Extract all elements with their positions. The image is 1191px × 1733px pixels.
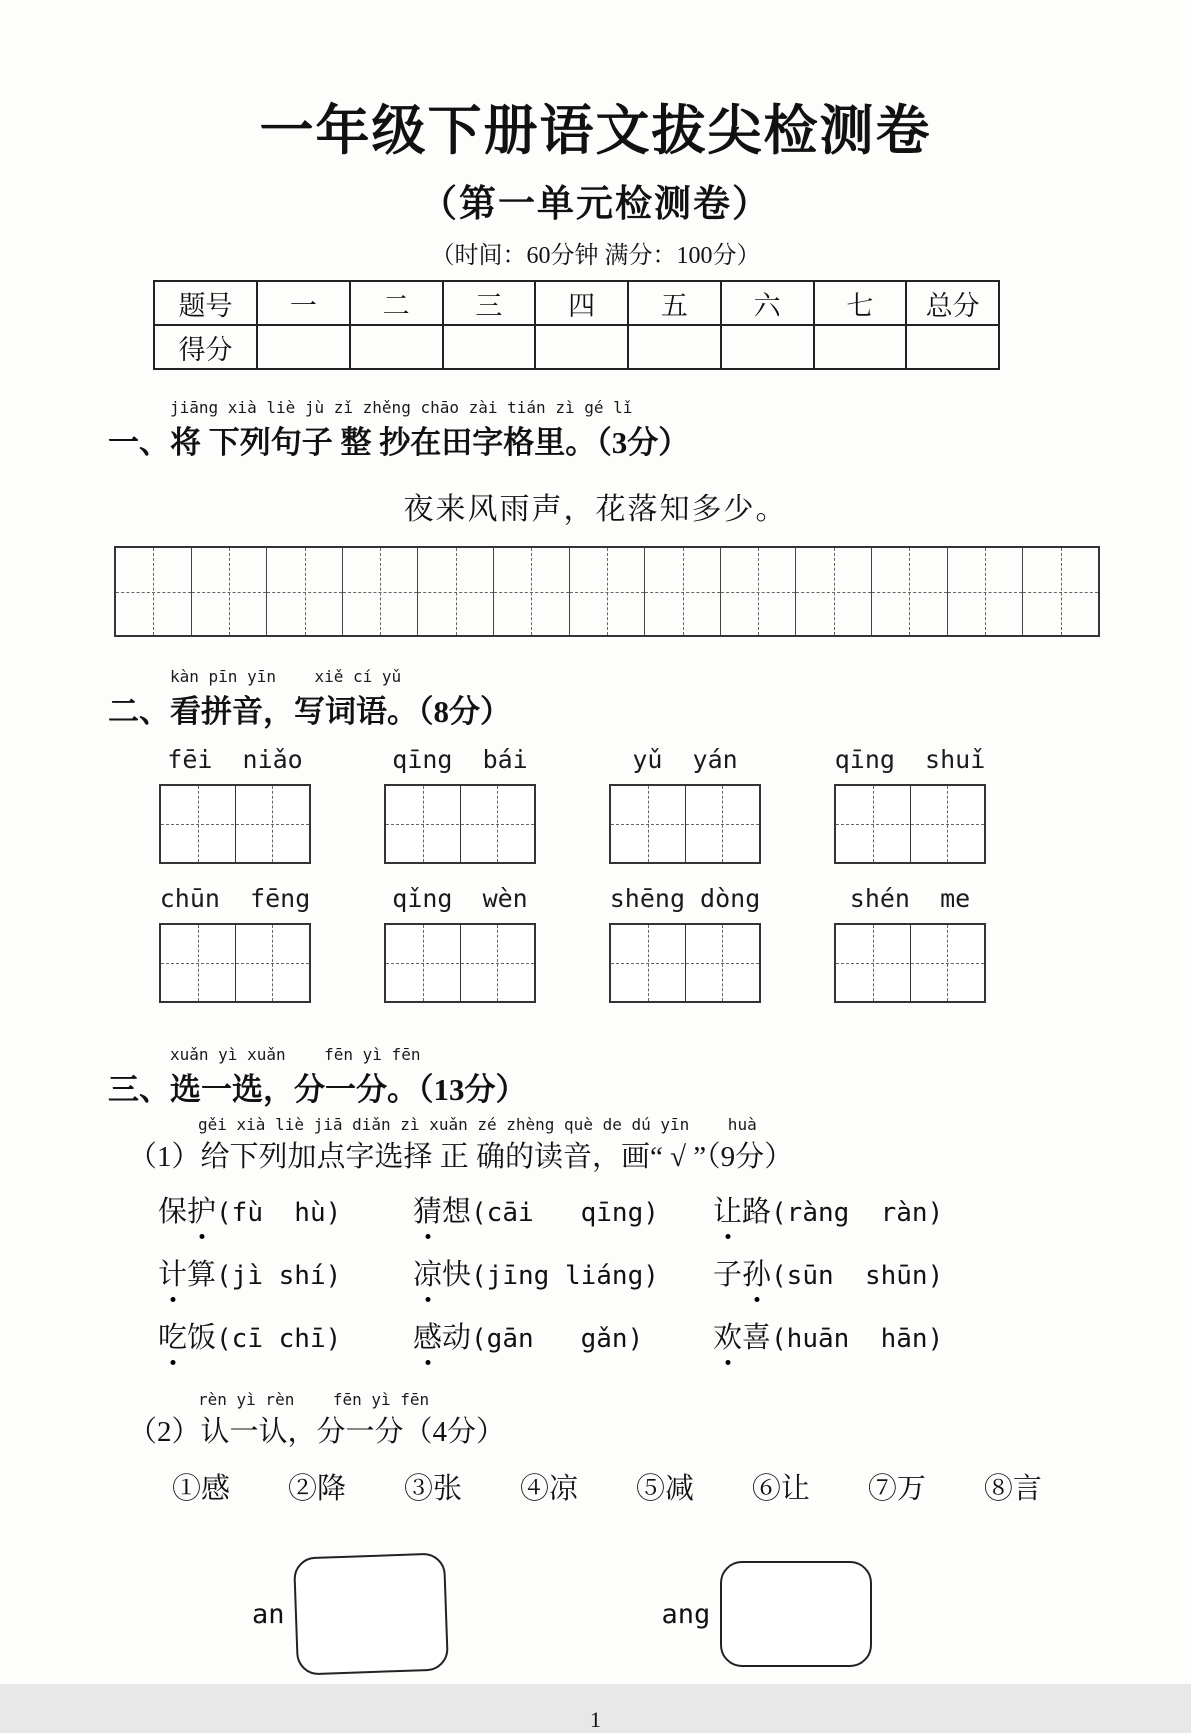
q1-pinyin: gěi xià liè jiā diǎn zì xuǎn zé zhèng què de dú yīn huà — [198, 1115, 757, 1134]
score-table-col-6: 六 — [721, 281, 814, 325]
tianzige-cell[interactable] — [721, 548, 797, 635]
sorting-char[interactable]: ④凉 — [519, 1473, 578, 1505]
reading-choice-item[interactable] — [158, 1252, 413, 1293]
reading-options: (fù hù) — [216, 1198, 342, 1228]
word-group — [150, 745, 320, 864]
score-table-col-3: 三 — [443, 281, 536, 325]
score-row — [154, 325, 999, 369]
section-two-heading-text: 看拼音，写词语。（8分） — [170, 694, 511, 729]
section-two-heading — [108, 686, 1191, 731]
sorting-char[interactable]: ⑤减 — [635, 1473, 694, 1505]
reading-options: (jì shí) — [216, 1261, 342, 1291]
pinyin-label: shén me — [849, 884, 971, 913]
section-two-pinyin: kàn pīn yīn xiě cí yǔ — [170, 667, 402, 686]
score-table-col-4: 四 — [535, 281, 628, 325]
tianzige-cell[interactable] — [192, 548, 268, 635]
section-two-number: 二、 — [108, 694, 170, 729]
word-text: 动 — [442, 1322, 472, 1354]
question-number-row — [154, 281, 999, 325]
score-input-cell[interactable] — [906, 325, 999, 369]
score-table-label: 题号 — [154, 281, 257, 325]
dotted-char: 让 — [713, 1189, 742, 1230]
exam-title: 一年级下册语文拔尖检测卷 — [259, 101, 932, 161]
pinyin-word-row-1 — [150, 745, 995, 864]
word-text: 保 — [158, 1196, 188, 1228]
exam-subtitle: （第一单元检测卷） — [420, 184, 771, 225]
dotted-char: 猜 — [413, 1189, 442, 1230]
sorting-char[interactable]: ①感 — [172, 1473, 231, 1505]
reading-options: (sūn shūn) — [771, 1261, 944, 1291]
answer-box[interactable] — [159, 923, 311, 1003]
q2-pinyin: rèn yì rèn fēn yì fēn — [198, 1390, 430, 1409]
section-three-heading — [108, 1064, 1191, 1109]
score-input-cell[interactable] — [350, 325, 443, 369]
dotted-char: 计 — [158, 1252, 187, 1293]
sorting-char[interactable]: ②降 — [287, 1473, 346, 1505]
pinyin-label: qǐng wèn — [392, 884, 528, 913]
score-table-col-7: 七 — [814, 281, 907, 325]
score-input-cell[interactable] — [628, 325, 721, 369]
section-one-number: 一、 — [108, 425, 170, 460]
sorting-char-row — [172, 1466, 1042, 1507]
q2-instruction: （2）认一认，分一分（4分） — [128, 1416, 506, 1448]
dotted-char: 护 — [187, 1189, 216, 1230]
reading-options: (cī chī) — [216, 1324, 342, 1354]
tianzige-cell[interactable] — [645, 548, 721, 635]
tianzige-cell[interactable] — [418, 548, 494, 635]
reading-options: (huān hān) — [771, 1324, 944, 1354]
score-input-cell[interactable] — [721, 325, 814, 369]
reading-choice-item[interactable] — [158, 1315, 413, 1356]
section-one-heading — [108, 417, 1191, 462]
answer-box[interactable] — [609, 923, 761, 1003]
reading-choice-item[interactable] — [413, 1189, 713, 1230]
section-three-heading-text: 选一选，分一分。（13分） — [170, 1072, 527, 1107]
sorting-char[interactable]: ⑦万 — [867, 1473, 926, 1505]
dotted-char: 感 — [413, 1315, 442, 1356]
pinyin-word-row-2 — [150, 884, 995, 1003]
word-text: 算 — [187, 1259, 217, 1291]
answer-box[interactable] — [834, 784, 986, 864]
dotted-char: 吃 — [158, 1315, 187, 1356]
section-one-heading-text: 将 下列句子 整 抄在田字格里。（3分） — [170, 425, 690, 460]
answer-box[interactable] — [159, 784, 311, 864]
reading-options: (cāi qīng) — [471, 1198, 659, 1228]
reading-choice-item[interactable] — [413, 1252, 713, 1293]
section-one-pinyin: jiāng xià liè jù zǐ zhěng chāo zài tián zì gé lǐ — [170, 398, 633, 417]
dotted-char: 孙 — [742, 1252, 771, 1293]
pinyin-label: shēng dòng — [609, 884, 761, 913]
section-three-pinyin: xuǎn yì xuǎn fēn yì fēn — [170, 1045, 421, 1064]
pinyin-label: fēi niǎo — [167, 745, 303, 774]
bin-an-box[interactable] — [293, 1552, 449, 1675]
score-input-cell[interactable] — [257, 325, 350, 369]
reading-choice-grid — [158, 1189, 1191, 1356]
reading-choice-item[interactable] — [413, 1315, 713, 1356]
word-text: 路 — [742, 1196, 772, 1228]
reading-options: (jīng liáng) — [471, 1261, 659, 1291]
score-table-col-total: 总分 — [906, 281, 999, 325]
bin-an-label: an — [252, 1598, 285, 1630]
dotted-char: 欢 — [713, 1315, 742, 1356]
tianzige-cell[interactable] — [1023, 548, 1098, 635]
sorting-bins-row — [0, 1555, 1191, 1673]
word-group — [375, 745, 545, 864]
exam-time-score-info: （时间：60分钟 满分：100分） — [430, 243, 761, 269]
tianzige-cell[interactable] — [872, 548, 948, 635]
word-group — [825, 745, 995, 864]
word-text: 饭 — [187, 1322, 217, 1354]
word-group — [150, 884, 320, 1003]
answer-box[interactable] — [609, 784, 761, 864]
reading-choice-item[interactable] — [713, 1189, 1191, 1230]
score-table-col-5: 五 — [628, 281, 721, 325]
score-table-col-2: 二 — [350, 281, 443, 325]
sorting-char[interactable]: ⑥让 — [751, 1473, 810, 1505]
sorting-char[interactable]: ③张 — [403, 1473, 462, 1505]
q1-instruction: （1）给下列加点字选择 正 确的读音，画“ √ ”（9分） — [128, 1141, 794, 1173]
pinyin-label: chūn fēng — [159, 884, 311, 913]
word-group — [600, 745, 770, 864]
answer-box[interactable] — [384, 923, 536, 1003]
pinyin-label: qīng bái — [392, 745, 528, 774]
reading-choice-item[interactable] — [158, 1189, 413, 1230]
page-number: 1 — [590, 1707, 601, 1732]
score-row-label: 得分 — [154, 325, 257, 369]
sorting-char[interactable]: ⑧言 — [983, 1473, 1042, 1505]
dotted-char: 凉 — [413, 1252, 442, 1293]
pinyin-label: yǔ yán — [632, 745, 738, 774]
tianzige-cell[interactable] — [948, 548, 1024, 635]
score-table-col-1: 一 — [257, 281, 350, 325]
word-text: 子 — [713, 1259, 743, 1291]
reading-choice-item[interactable] — [713, 1252, 1191, 1293]
copy-sentence: 夜来风雨声，花落知多少。 — [403, 493, 788, 526]
word-text: 快 — [442, 1259, 472, 1291]
word-group — [600, 884, 770, 1003]
bin-ang-box[interactable] — [720, 1561, 872, 1667]
word-group — [825, 884, 995, 1003]
reading-options: (gān gǎn) — [471, 1324, 644, 1354]
tianzige-cell[interactable] — [267, 548, 343, 635]
score-input-cell[interactable] — [814, 325, 907, 369]
word-group — [375, 884, 545, 1003]
word-text: 想 — [442, 1196, 472, 1228]
word-text: 喜 — [742, 1322, 772, 1354]
reading-options: (ràng ràn) — [771, 1198, 944, 1228]
score-input-cell[interactable] — [443, 325, 536, 369]
answer-box[interactable] — [834, 923, 986, 1003]
answer-box[interactable] — [384, 784, 536, 864]
section-three-number: 三、 — [108, 1072, 170, 1107]
tianzige-cell[interactable] — [343, 548, 419, 635]
score-input-cell[interactable] — [535, 325, 628, 369]
score-table — [153, 280, 1000, 370]
bin-ang-label: ang — [661, 1598, 711, 1630]
reading-choice-item[interactable] — [713, 1315, 1191, 1356]
tianzige-cell[interactable] — [494, 548, 570, 635]
tianzige-cell[interactable] — [570, 548, 646, 635]
tianzige-cell[interactable] — [116, 548, 192, 635]
pinyin-label: qīng shuǐ — [834, 745, 986, 774]
tianzige-cell[interactable] — [796, 548, 872, 635]
writing-grid — [114, 546, 1100, 637]
